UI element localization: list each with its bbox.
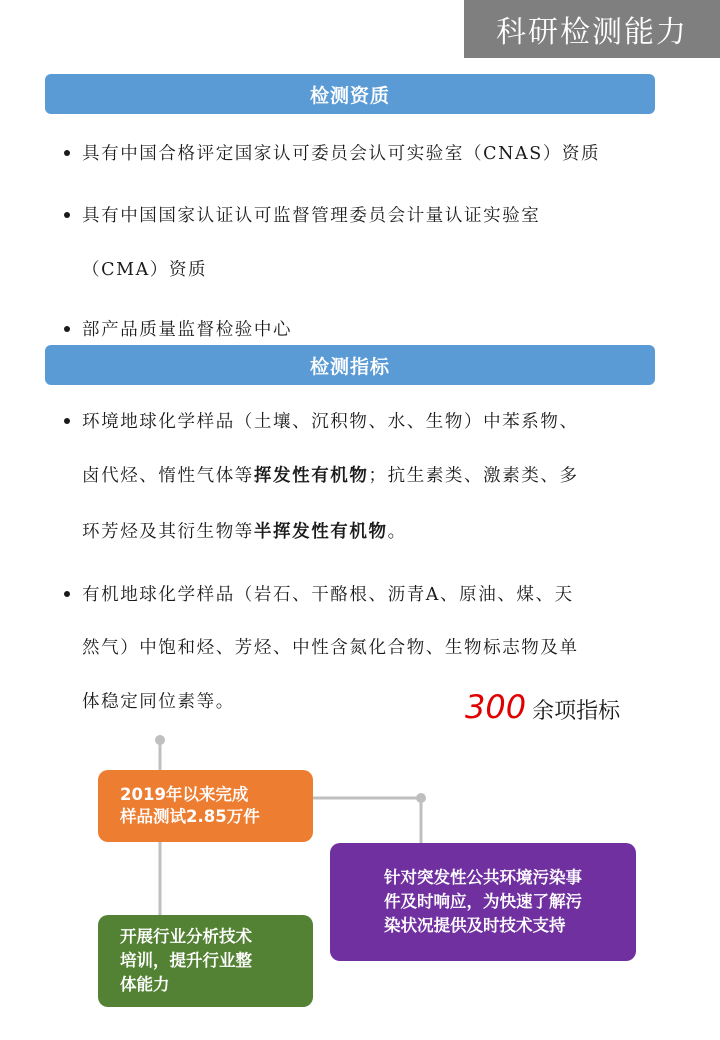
highlight-box-samples bbox=[98, 770, 313, 842]
section-heading-indicators: 检测指标 bbox=[45, 345, 655, 385]
indicator-count-suffix: 余项指标 bbox=[532, 699, 621, 724]
connector-node bbox=[416, 793, 426, 803]
highlight-text: 件及时响应，为快速了解污 bbox=[384, 892, 582, 911]
highlight-text: 染状况提供及时技术支持 bbox=[384, 916, 566, 935]
highlight-text: 体能力 bbox=[120, 975, 170, 994]
indicator-bold-text: 半挥发性有机物 bbox=[253, 522, 388, 542]
qualification-item-2-line-1: 具有中国国家认证认可监督管理委员会计量认证实验室 bbox=[82, 206, 541, 226]
qualification-item-3: 部产品质量监督检验中心 bbox=[82, 320, 293, 340]
highlight-text: 样品测试2.85万件 bbox=[120, 807, 260, 826]
indicator-item-2-line-3: 体稳定同位素等。 bbox=[82, 692, 235, 712]
indicator-item-2-line-1: 有机地球化学样品（岩石、干酪根、沥青A、原油、煤、天 bbox=[82, 585, 574, 605]
highlight-text: 2019年以来完成 bbox=[120, 785, 249, 804]
indicator-item-2-line-2: 然气）中饱和烃、芳烃、中性含氮化合物、生物标志物及单 bbox=[82, 638, 579, 658]
indicator-text: 环芳烃及其衍生物等 bbox=[82, 522, 254, 542]
page-title: 科研检测能力 bbox=[464, 0, 720, 58]
connector-node bbox=[155, 735, 165, 745]
indicator-text: 卤代烃、惰性气体等 bbox=[82, 466, 254, 486]
indicator-count-number: 300 bbox=[465, 688, 527, 726]
elbow-connector bbox=[313, 798, 421, 843]
highlight-box-emergency bbox=[330, 843, 636, 961]
highlight-text: 开展行业分析技术 bbox=[120, 927, 252, 946]
indicator-item-1-line-1: 环境地球化学样品（土壤、沉积物、水、生物）中苯系物、 bbox=[82, 412, 579, 432]
highlight-text: 培训，提升行业整 bbox=[120, 951, 252, 970]
qualification-item-1: 具有中国合格评定国家认可委员会认可实验室（CNAS）资质 bbox=[82, 144, 601, 164]
highlight-box-training bbox=[98, 915, 313, 1007]
qualification-item-2-line-2: （CMA）资质 bbox=[82, 260, 208, 280]
highlight-text: 针对突发性公共环境污染事 bbox=[384, 868, 582, 887]
indicator-bold-text: 挥发性有机物 bbox=[253, 466, 369, 486]
indicator-text: ；抗生素类、激素类、多 bbox=[368, 466, 579, 486]
indicator-text: 。 bbox=[387, 522, 407, 542]
section-heading-qualification: 检测资质 bbox=[45, 74, 655, 114]
